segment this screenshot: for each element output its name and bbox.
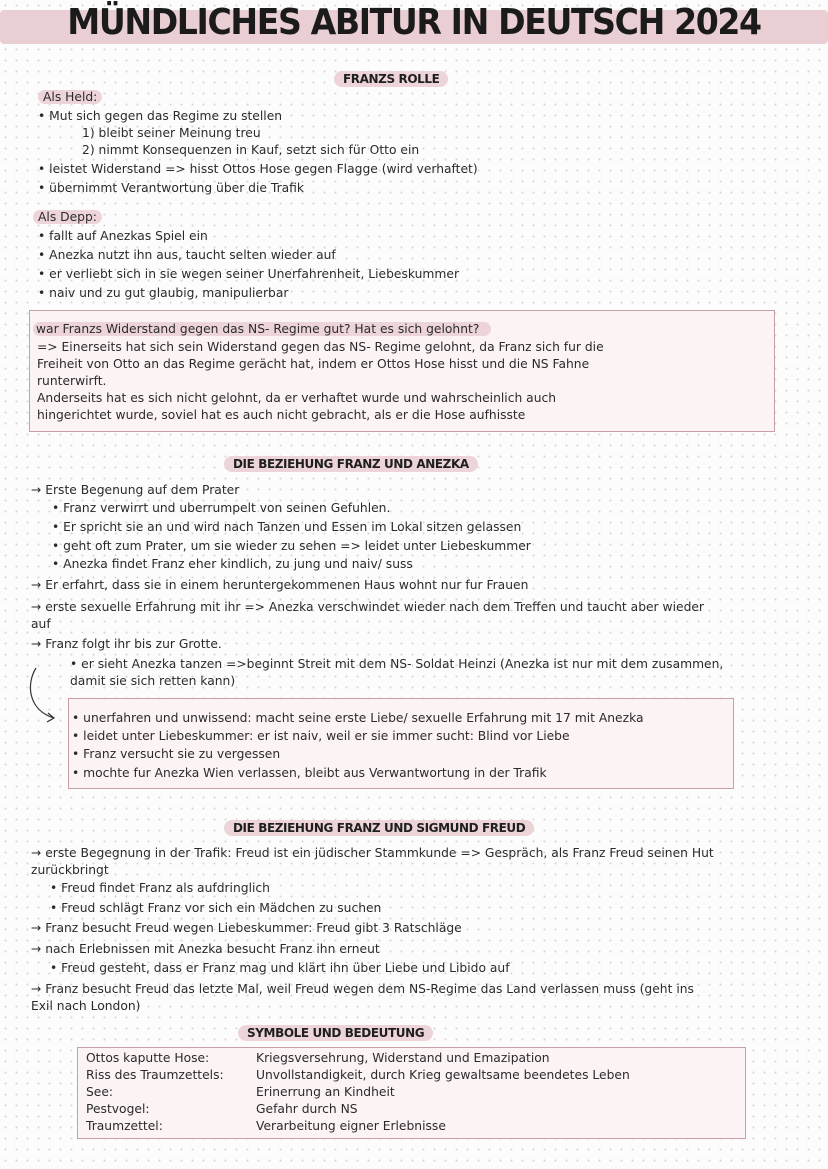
answer-line: => Einerseits hat sich sein Widerstand gegen das NS- Regime gelohnt, da Franz sich fur die xyxy=(37,340,604,354)
freud-line: • Freud schlägt Franz vor sich ein Mädchen zu suchen xyxy=(50,901,382,915)
symbol-term: Pestvogel: xyxy=(86,1102,150,1116)
heading-franz-freud: DIE BEZIEHUNG FRANZ UND SIGMUND FREUD xyxy=(224,820,534,836)
box-line: • unerfahren und unwissend: macht seine erste Liebe/ sexuelle Erfahrung mit 17 mit Anezka xyxy=(72,711,644,725)
symbol-meaning: Gefahr durch NS xyxy=(256,1102,358,1116)
anezka-line: • geht oft zum Prater, um sie wieder zu sehen => leidet unter Liebeskummer xyxy=(52,539,531,553)
anezka-line: • Franz verwirrt und uberrumpelt von seinen Gefuhlen. xyxy=(52,501,391,515)
symbol-meaning: Verarbeitung eigner Erlebnisse xyxy=(256,1119,446,1133)
anezka-line: auf xyxy=(31,617,51,631)
box-line: • Franz versucht sie zu vergessen xyxy=(72,747,281,761)
box-line: • leidet unter Liebeskummer: er ist naiv, weil er sie immer sucht: Blind vor Liebe xyxy=(72,729,570,743)
anezka-line: → Erste Begenung auf dem Prater xyxy=(31,483,240,497)
anezka-line: • er sieht Anezka tanzen =>beginnt Streit mit dem NS- Soldat Heinzi (Anezka ist nur mit dem zusammen, xyxy=(70,657,724,671)
curved-arrow-icon xyxy=(24,666,64,726)
label-als-depp: Als Depp: xyxy=(33,210,102,224)
answer-line: Freiheit von Otto an das Regime gerächt hat, indem er Ottos Hose hisst und die NS Fahne xyxy=(37,357,590,371)
answer-line: hingerichtet wurde, soviel hat es auch nicht gebracht, als er die Hose aufhisste xyxy=(37,408,526,422)
freud-line: • Freud gesteht, dass er Franz mag und klärt ihn über Liebe und Libido auf xyxy=(50,961,510,975)
anezka-line: damit sie sich retten kann) xyxy=(70,674,236,688)
freud-line: Exil nach London) xyxy=(31,999,141,1013)
freud-line: → Franz besucht Freud wegen Liebeskummer: Freud gibt 3 Ratschläge xyxy=(31,921,462,935)
freud-line: → Franz besucht Freud das letzte Mal, weil Freud wegen dem NS-Regime das Land verlassen muss (geht ins xyxy=(31,982,694,996)
label-als-held: Als Held: xyxy=(38,90,102,104)
anezka-line: → Franz folgt ihr bis zur Grotte. xyxy=(31,637,222,651)
heading-franzs-rolle: FRANZS ROLLE xyxy=(334,71,448,87)
held-line: 2) nimmt Konsequenzen in Kauf, setzt sich für Otto ein xyxy=(82,143,420,157)
question-line: war Franzs Widerstand gegen das NS- Regime gut? Hat es sich gelohnt? xyxy=(33,322,491,336)
symbol-meaning: Unvollstandigkeit, durch Krieg gewaltsame beendetes Leben xyxy=(256,1068,630,1082)
answer-line: runterwirft. xyxy=(37,374,107,388)
held-line: • übernimmt Verantwortung über die Trafik xyxy=(38,181,305,195)
heading-symbole: SYMBOLE UND BEDEUTUNG xyxy=(238,1025,433,1041)
depp-line: • er verliebt sich in sie wegen seiner Unerfahrenheit, Liebeskummer xyxy=(38,267,459,281)
page-title: MÜNDLICHES ABITUR IN DEUTSCH 2024 xyxy=(67,2,761,43)
anezka-line: • Anezka findet Franz eher kindlich, zu jung und naiv/ suss xyxy=(52,557,413,571)
anezka-line: → Er erfahrt, dass sie in einem heruntergekommenen Haus wohnt nur fur Frauen xyxy=(31,578,529,592)
freud-line: → nach Erlebnissen mit Anezka besucht Franz ihn erneut xyxy=(31,942,380,956)
symbol-meaning: Kriegsversehrung, Widerstand und Emazipation xyxy=(256,1051,550,1065)
box-line: • mochte fur Anezka Wien verlassen, bleibt aus Verwantwortung in der Trafik xyxy=(72,766,547,780)
anezka-line: → erste sexuelle Erfahrung mit ihr => Anezka verschwindet wieder nach dem Treffen und taucht aber wieder xyxy=(31,600,704,614)
held-line: • leistet Widerstand => hisst Ottos Hose gegen Flagge (wird verhaftet) xyxy=(38,162,478,176)
symbol-term: See: xyxy=(86,1085,114,1099)
heading-franz-anezka: DIE BEZIEHUNG FRANZ UND ANEZKA xyxy=(224,456,478,472)
freud-line: zurückbringt xyxy=(31,863,109,877)
depp-line: • naiv und zu gut glaubig, manipulierbar xyxy=(38,286,289,300)
freud-line: • Freud findet Franz als aufdringlich xyxy=(50,881,270,895)
symbol-term: Riss des Traumzettels: xyxy=(86,1068,224,1082)
anezka-line: • Er spricht sie an und wird nach Tanzen und Essen im Lokal sitzen gelassen xyxy=(52,520,522,534)
held-line: 1) bleibt seiner Meinung treu xyxy=(82,126,261,140)
held-line: • Mut sich gegen das Regime zu stellen xyxy=(38,109,283,123)
answer-line: Anderseits hat es sich nicht gelohnt, da er verhaftet wurde und wahrscheinlich auch xyxy=(37,391,557,405)
symbol-term: Traumzettel: xyxy=(86,1119,163,1133)
freud-line: → erste Begegnung in der Trafik: Freud ist ein jüdischer Stammkunde => Gespräch, als Franz Freud seinen Hut xyxy=(31,846,714,860)
depp-line: • fallt auf Anezkas Spiel ein xyxy=(38,229,208,243)
depp-line: • Anezka nutzt ihn aus, taucht selten wieder auf xyxy=(38,248,336,262)
symbol-term: Ottos kaputte Hose: xyxy=(86,1051,210,1065)
symbol-meaning: Erinerrung an Kindheit xyxy=(256,1085,395,1099)
